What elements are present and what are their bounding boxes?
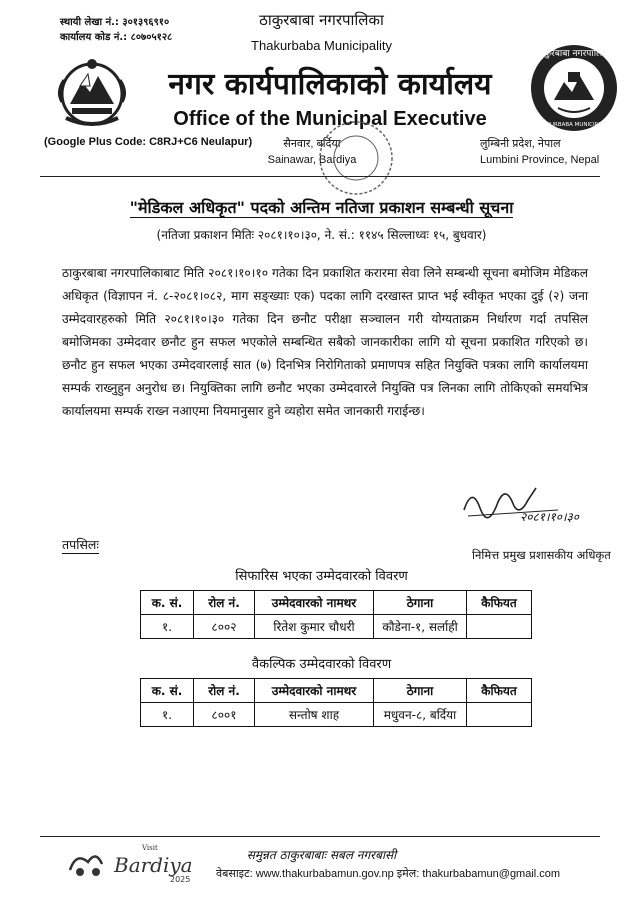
office-name-np: नगर कार्यपालिकाको कार्यालय [168, 67, 492, 102]
header-serial: क. सं. [141, 591, 194, 615]
logo-year: 2025 [170, 875, 191, 884]
location-np: सैनवार, बर्दिया [283, 138, 341, 150]
province-block [480, 136, 599, 168]
header-serial: क. सं. [141, 679, 194, 703]
signatory-title: निमित्त प्रमुख प्रशासकीय अधिकृत [472, 548, 611, 562]
municipality-name-np: ठाकुरबाबा नगरपालिका [259, 11, 384, 29]
permanent-account-number: स्थायी लेखा नं.: ३०१३९६९१० [60, 17, 170, 28]
plus-code: (Google Plus Code: C8RJ+C6 Neulapur) [44, 136, 253, 148]
cell-name: सन्तोष शाह [255, 703, 374, 727]
header-remarks: कैफियत [467, 679, 532, 703]
alternate-table-title: वैकल्पिक उम्मेदवारको विवरण [251, 657, 392, 672]
office-stamp-icon [316, 118, 396, 198]
cell-serial: १. [141, 615, 194, 639]
visit-bardiya-logo-icon [66, 840, 206, 884]
header-divider [40, 176, 600, 177]
cell-name: रितेश कुमार चौधरी [255, 615, 374, 639]
header-name: उम्मेदवारको नामथर [255, 591, 374, 615]
office-code: कार्यालय कोड नं.: ८०७०५१२८ [60, 32, 173, 43]
tapasil-label: तपसिलः [62, 537, 99, 552]
cell-roll: ८००१ [194, 703, 255, 727]
header-roll: रोल नं. [194, 591, 255, 615]
cell-address: कौडेना-१, सर्लाही [374, 615, 467, 639]
location-en: Sainawar, Bardiya [267, 154, 357, 166]
notice-body: ठाकुरबाबा नगरपालिकाबाट मिति २०८१।१०।१० गतेका दिन प्रकाशित करारमा सेवा लिने सम्बन्धी सूचना बमोजिम मेडिकल अधिकृत (विज्ञापन नं. ८-२०८१।०८२, माग सङ्ख्याः एक) पदका लागि दरखास्त प्राप्त भई स्वीकृत भएका दुई (२) जना उम्मेदवारहरुको मिति २०८१।१०।३० गतेका दिन छनौट परीक्षा सञ्चालन गरी योग्यताक्रम निर्धारण गर्दा तपसिल बमोजिमका उम्मेदवार छनौट हुन सफल भएकोले सम्बन्धित सबैको जानकारीका लागि यो सूचना प्रकाशित गरिएको छ। छनौट हुन सफल भएका उम्मेदवारलाई सात (७) दिनभित्र निरोगिताको प्रमाणपत्र सहित नियुक्ति पत्रका लागि कार्यालयमा सम्पर्क राख्नुहुन अनुरोध छ। नियुक्तिका लागि छनौट भएका उम्मेदवारले नियुक्ति पत्र लिनका लागि तोकिएको समयभित्र कार्यालयमा सम्पर्क राख्न नआएमा नियमानुसार हुने व्यहोरा समेत जानकारी गराईन्छ। [62, 266, 588, 418]
header-address: ठेगाना [374, 679, 467, 703]
notice-title [0, 196, 643, 218]
logo-small-text: Visit [142, 844, 158, 852]
recommended-table-title: सिफारिस भएका उम्मेदवारको विवरण [235, 569, 408, 584]
signature-date: २०८१।१०।३० [520, 510, 580, 524]
province-np: लुम्बिनी प्रदेश, नेपाल [480, 138, 561, 150]
cell-remarks [467, 703, 532, 727]
cell-roll: ८००२ [194, 615, 255, 639]
table-header-row [141, 679, 532, 703]
seal-text: ठाकुरबाबा नगरपालिका [536, 49, 612, 59]
nepal-emblem-icon [52, 52, 132, 132]
cell-remarks [467, 615, 532, 639]
header-remarks: कैफियत [467, 591, 532, 615]
municipality-seal-icon [528, 42, 620, 134]
recommended-table [140, 590, 532, 639]
alternate-table [140, 678, 532, 727]
header-address: ठेगाना [374, 591, 467, 615]
office-name-en: Office of the Municipal Executive [173, 108, 487, 130]
notice-subtitle: (नतिजा प्रकाशन मितिः २०८१।१०।३०, ने. सं.: ११४५ सिल्लाध्वः १५, बुधवार) [156, 228, 487, 242]
footer-motto: समुन्नत ठाकुरबाबाः सबल नगरबासी [246, 848, 397, 862]
cell-address: मधुवन-८, बर्दिया [374, 703, 467, 727]
cell-serial: १. [141, 703, 194, 727]
footer-website: वेबसाइट: www.thakurbabamun.gov.np इमेल: thakurbabamun@gmail.com [216, 868, 561, 880]
municipality-name-en: Thakurbaba Municipality [251, 38, 392, 53]
header-roll: रोल नं. [194, 679, 255, 703]
notice-title-text: "मेडिकल अधिकृत" पदको अन्तिम नतिजा प्रकाशन सम्बन्धी सूचना [129, 198, 514, 217]
header-name: उम्मेदवारको नामथर [255, 679, 374, 703]
table-row [141, 703, 532, 727]
logo-text: Bardiya [114, 853, 193, 877]
province-en: Lumbini Province, Nepal [480, 154, 600, 166]
footer-divider [40, 836, 600, 837]
table-header-row [141, 591, 532, 615]
table-row [141, 615, 532, 639]
seal-caption: THAKURBABA MUNICIPALITY [535, 122, 613, 128]
